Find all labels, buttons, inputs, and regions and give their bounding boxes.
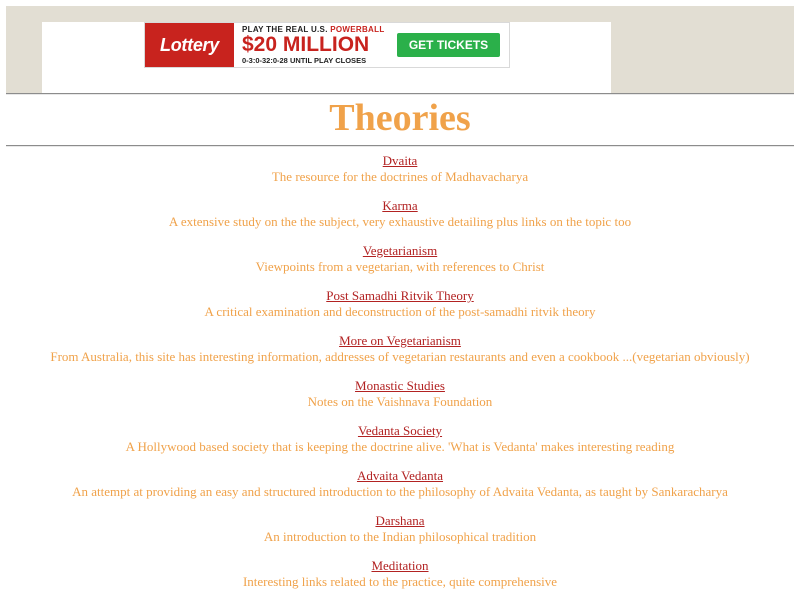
list-item [0,153,800,184]
theory-description: From Australia, this site has interesting information, addresses of vegetarian restaurants and even a cookbook ...(vegetarian obviously) [50,349,750,364]
theory-link[interactable]: Darshana [375,513,425,528]
theory-description: Viewpoints from a vegetarian, with references to Christ [255,259,545,274]
theory-link[interactable]: Post Samadhi Ritvik Theory [326,288,474,303]
ad-info [234,23,388,67]
ad-subtitle-prefix: PLAY THE REAL U.S. [242,25,328,34]
list-item [0,513,800,544]
page-title: Theories [329,97,471,139]
theory-description: Notes on the Vaishnava Foundation [307,394,493,409]
theory-link[interactable]: More on Vegetarianism [339,333,461,348]
theory-description: A critical examination and deconstruction of the post-samadhi ritvik theory [204,304,596,319]
list-item [0,243,800,274]
list-item [0,423,800,454]
theory-description: An introduction to the Indian philosophical tradition [263,529,537,544]
theory-link[interactable]: Meditation [371,558,429,573]
title-divider [6,145,794,147]
list-item [0,558,800,589]
theory-link[interactable]: Advaita Vedanta [356,468,444,483]
theory-description: The resource for the doctrines of Madhavacharya [271,169,529,184]
theory-description: Interesting links related to the practice, quite comprehensive [242,574,558,589]
theory-description: An attempt at providing an easy and structured introduction to the philosophy of Advaita Vedanta, as taught by Sankaracharya [72,484,728,499]
ad-subtitle-brand: POWERBALL [330,25,385,34]
theories-list [0,153,800,603]
lottery-ad[interactable] [144,22,510,68]
lottery-logo-text: Lottery [160,34,219,55]
theory-link[interactable]: Vegetarianism [362,243,438,258]
lottery-logo[interactable] [145,23,234,67]
get-tickets-button[interactable] [397,33,500,57]
get-tickets-label: GET TICKETS [408,38,489,52]
list-item [0,333,800,364]
theory-link[interactable]: Vedanta Society [357,423,443,438]
ad-countdown: 0-3:0-32:0-28 UNTIL PLAY CLOSES [242,56,367,65]
list-item [0,378,800,409]
theory-link[interactable]: Karma [382,198,418,213]
list-item [0,288,800,319]
theory-description: A extensive study on the the subject, very exhaustive detailing plus links on the topic too [168,214,632,229]
top-divider [6,93,794,95]
theory-description: A Hollywood based society that is keeping the doctrine alive. 'What is Vedanta' makes interesting reading [125,439,675,454]
list-item [0,468,800,499]
ad-jackpot-amount: $20 MILLION [242,33,370,56]
theory-link[interactable]: Dvaita [382,153,418,168]
list-item [0,198,800,229]
theory-link[interactable]: Monastic Studies [355,378,445,393]
